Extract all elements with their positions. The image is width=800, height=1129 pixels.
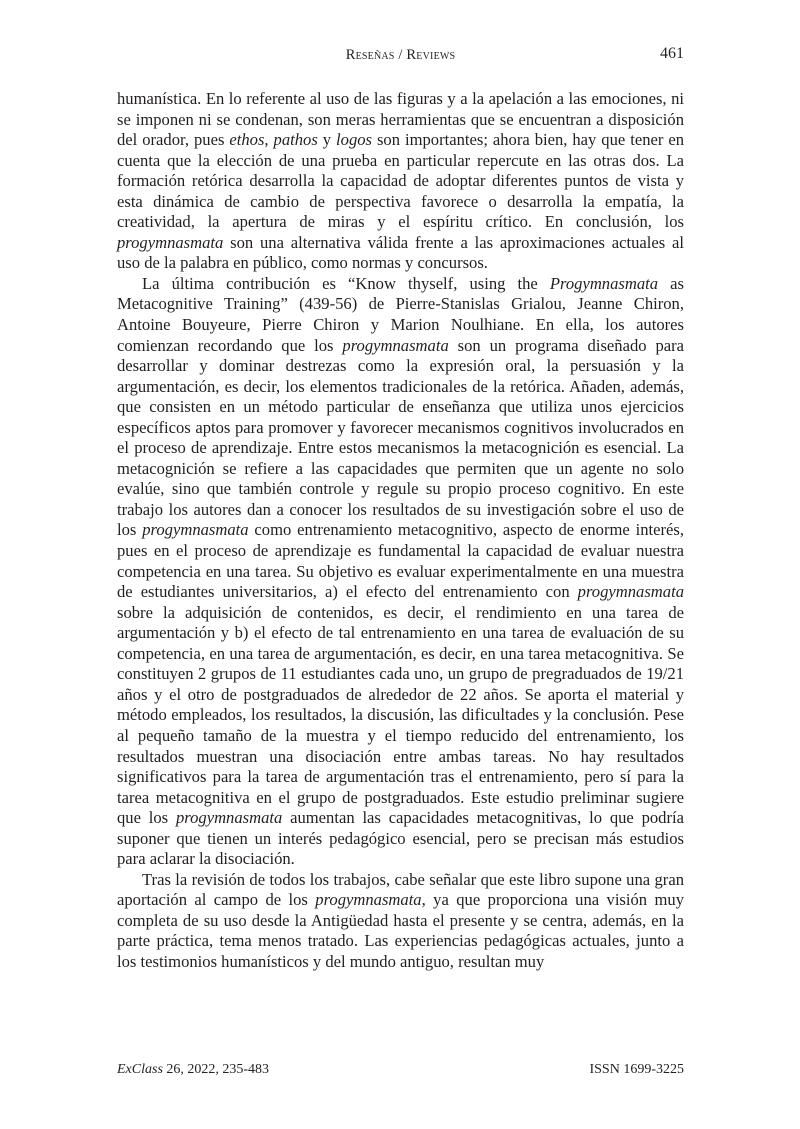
- italic-term-progymnasmata: progymnasmata: [342, 335, 449, 355]
- text-segment: son una alternativa válida frente a las aproximaciones actuales al uso de la palabra en público, como normas y concursos.: [117, 232, 684, 273]
- journal-citation: [117, 1062, 269, 1078]
- text-segment: humanística. En lo referente al uso de las figuras y a la apelación a las emociones, ni se imponen ni se condenan, son meras herramientas que se encuentran a disposición del orador, pues: [117, 89, 684, 150]
- italic-term-ethos: ethos: [229, 130, 265, 150]
- volume-year-pages: 26, 2022, 235-483: [162, 1062, 270, 1077]
- paragraph-3: [117, 870, 684, 973]
- page-number: 461: [660, 45, 684, 62]
- body-text: [117, 89, 684, 973]
- italic-term-progymnasmata: progymnasmata: [577, 582, 684, 602]
- text-segment: son un programa diseñado para desarrollar y dominar destrezas como la expresión oral, la persuasión y la argumentación, es decir, los elementos tradicionales de la retórica. Añaden, además, que consisten en un método particular de enseñanza que utiliza unos ejercicios específicos aptos para promover y favorecer mecanismos cognitivos involucrados en el proceso de aprendizaje. Entre estos mecanismos la metacognición es esencial. La metacognición se refiere a las capacidades que permiten que un agente no solo evalúe, sino que también controle y regule su propio proceso cognitivo. En este trabajo los autores dan a conocer los resultados de su investigación sobre el uso de los: [117, 335, 684, 540]
- italic-term-pathos: pathos: [273, 130, 318, 150]
- journal-name: ExClass: [117, 1062, 163, 1077]
- italic-term-progymnasmata: progymnasmata: [117, 232, 224, 252]
- italic-term-progymnasmata: progymnasmata: [142, 520, 249, 540]
- text-segment: como entrenamiento metacognitivo, aspecto de enorme interés, pues en el proceso de aprendizaje es fundamental la capacidad de evaluar nuestra competencia en una tarea. Su objetivo es evaluar experimentalmente en una muestra de estudiantes universitarios, a) el efecto del entrenamiento con: [117, 520, 685, 602]
- text-segment: y: [317, 130, 337, 150]
- text-segment: aumentan las capacidades metacognitivas, lo que podría suponer que tienen un interés pedagógico esencial, pero se precisan más estudios para aclarar la disociación.: [117, 808, 684, 869]
- italic-term-logos: logos: [336, 130, 372, 150]
- italic-term-progymnasmata: Progymnasmata: [549, 273, 659, 293]
- italic-term-progymnasmata: progymnasmata: [175, 808, 283, 828]
- text-segment: ,: [264, 130, 274, 150]
- text-segment: Tras la revisión de todos los trabajos, cabe señalar que este libro supone una gran aportación al campo de los: [117, 869, 684, 910]
- text-segment: La última contribución es “Know thyself, using the: [142, 273, 550, 293]
- running-header: [117, 45, 684, 67]
- paragraph-2: [117, 274, 684, 870]
- page-footer: [117, 1062, 684, 1082]
- running-title: Reseñas / Reviews: [345, 47, 456, 63]
- text-segment: sobre la adquisición de contenidos, es decir, el rendimiento en una tarea de argumentación y b) el efecto de tal entrenamiento en una tarea de evaluación de su competencia, en una tarea de argumentación, es decir, en una tarea metacognitiva. Se constituyen 2 grupos de 11 estudiantes cada uno, un grupo de pregraduados de 19/21 años y el otro de postgraduados de alrededor de 22 años. Se aporta el material y método empleados, los resultados, la discusión, las dificultades y la conclusión. Pese al pequeño tamaño de la muestra y el tiempo reducido del entrenamiento, los resultados muestran una disociación entre ambas tareas. No hay resultados significativos para la tarea de argumentación tras el entrenamiento, pero sí para la tarea metacognitiva en el grupo de postgraduados. Este estudio preliminar sugiere que los: [117, 602, 684, 828]
- issn: ISSN 1699-3225: [589, 1062, 684, 1077]
- paragraph-1: [117, 89, 684, 274]
- italic-term-progymnasmata: progymnasmata: [315, 890, 422, 910]
- text-segment: , ya que proporciona una visión muy completa de su uso desde la Antigüedad hasta el presente y se centra, además, en la parte práctica, tema menos tratado. Las experiencias pedagógicas actuales, junto a los testimonios humanísticos y del mundo antiguo, resultan muy: [117, 890, 684, 971]
- text-segment: as Metacognitive Training” (439-56) de Pierre-Stanislas Grialou, Jeanne Chiron, Antoine Bouyeure, Pierre Chiron y Marion Noulhiane. En ella, los autores comienzan recordando que los: [117, 273, 684, 355]
- text-segment: son importantes; ahora bien, hay que tener en cuenta que la elección de una prueba en particular repercute en las otras dos. La formación retórica desarrolla la capacidad de adoptar diferentes puntos de vista y esta dinámica de cambio de perspectiva favorece o desarrolla la empatía, la creatividad, la apertura de miras y el espíritu crítico. En conclusión, los: [117, 130, 685, 232]
